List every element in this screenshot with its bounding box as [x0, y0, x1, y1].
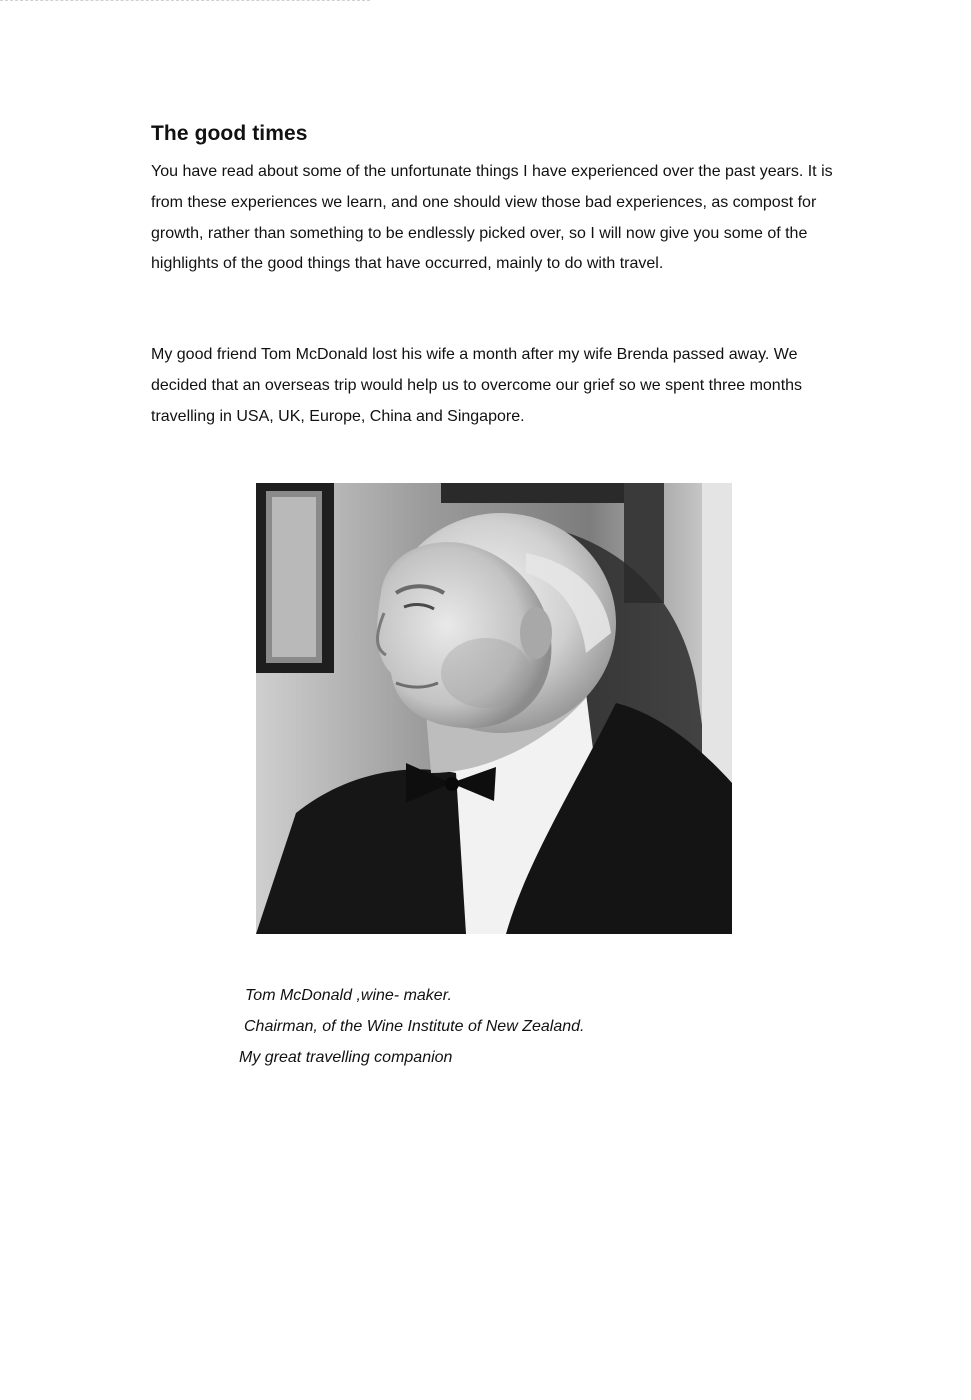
portrait-photo	[256, 483, 732, 934]
portrait-illustration	[256, 483, 732, 934]
scan-edge-line	[0, 0, 370, 3]
caption-line-title: Chairman, of the Wine Institute of New Zealand.	[244, 1018, 585, 1035]
paragraph-trip: My good friend Tom McDonald lost his wife a month after my wife Brenda passed away. We decided that an overseas trip would help us to overcome our grief so we spent three months travelling in USA, UK, Europe, China and Singapore.	[151, 346, 803, 425]
section-heading: The good times	[151, 122, 308, 145]
caption-line-companion: My great travelling companion	[239, 1049, 453, 1066]
caption-line-name: Tom McDonald ,wine- maker.	[245, 987, 452, 1004]
paragraph-intro: You have read about some of the unfortunate things I have experienced over the past years. It is from these experiences we learn, and one should view those bad experiences, as compost for growth, rather than something to be endlessly picked over, so I will now give you some of the highlights of the good things that have occurred, mainly to do with travel.	[151, 163, 833, 273]
